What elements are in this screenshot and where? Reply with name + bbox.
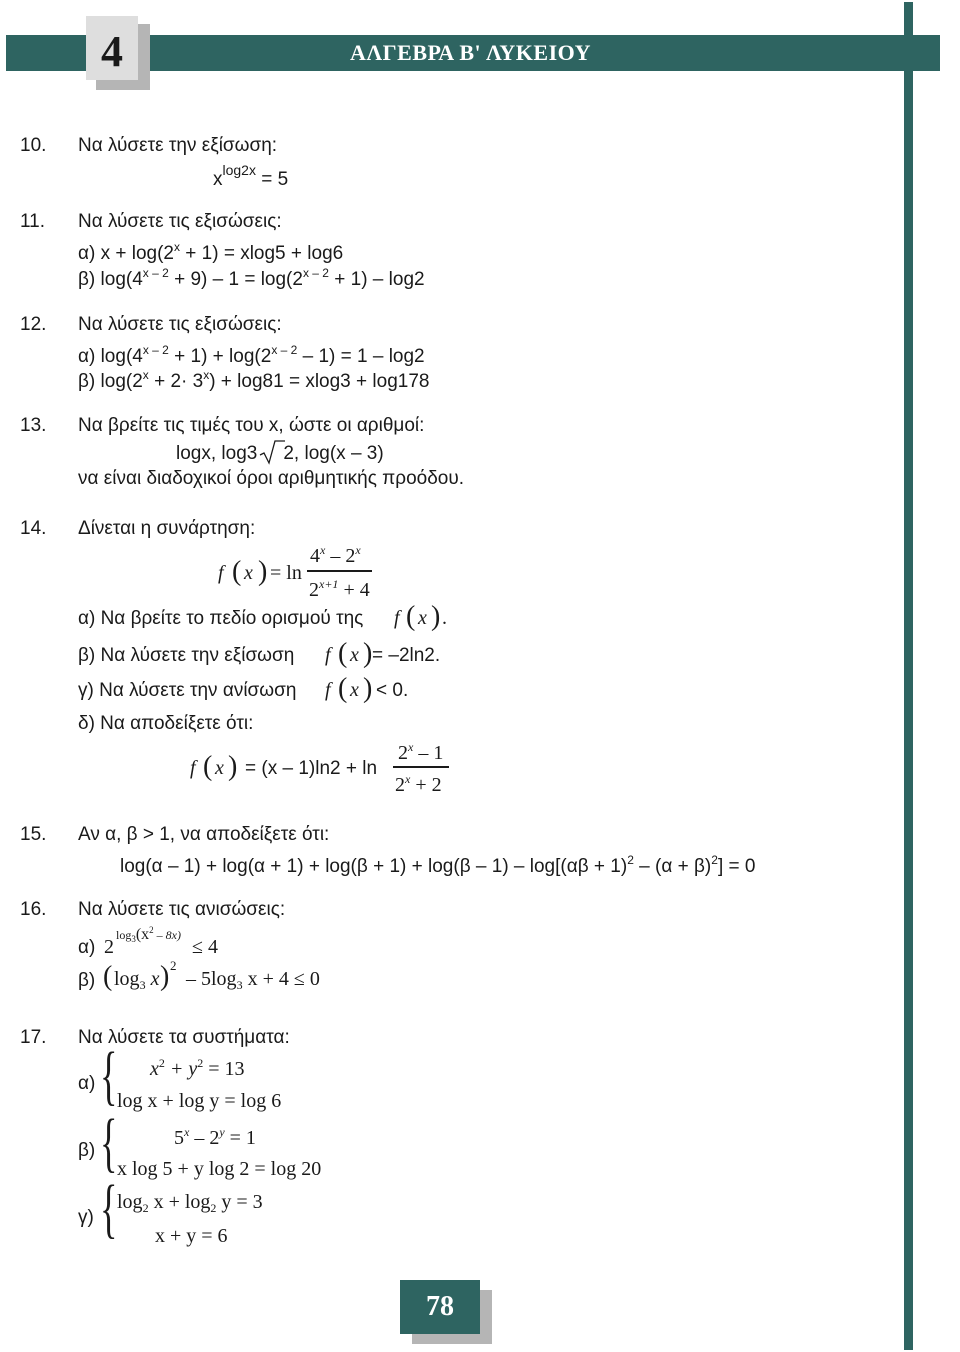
part-b: β) Να λύσετε την εξίσωση xyxy=(78,645,295,666)
fraction-denominator: $2^{x+1} + 4$ xyxy=(309,577,370,601)
part-d: δ) Να αποδείξετε ότι: xyxy=(78,713,254,734)
part-a: α) Να βρείτε το πεδίο ορισμού της xyxy=(78,608,364,629)
equation: $\log(\alpha - 1) + \log(\alpha + 1) + \log(\beta + 1) + \log(\beta - 1) - \log[(\alpha\beta + 1)^2 - (\alpha + \beta)^2] = 0$ xyxy=(120,853,756,877)
fraction-denominator: $2^x + 2$ xyxy=(395,772,442,796)
exercise-prompt: Δίνεται η συνάρτηση: xyxy=(78,518,256,539)
part-c: γ) Να λύσετε την ανίσωση xyxy=(78,680,297,701)
equation-a: α) $\log(4^{x - 2} + 1) + \log(2^{x - 2} - 1) = 1 - \log 2$ xyxy=(78,343,425,367)
exercise-prompt: Να λύσετε την εξίσωση: xyxy=(78,135,278,156)
exercise-prompt: Να λύσετε τις εξισώσεις: xyxy=(78,211,282,232)
header-title: ΑΛΓΕΒΡΑ Β' ΛΥΚΕΙΟΥ xyxy=(350,40,592,65)
exercise-prompt: Αν α, β > 1, να αποδείξετε ότι: xyxy=(78,824,330,845)
equation: $x^{log2x} = 5$ xyxy=(213,162,289,190)
exercise-number: 17. xyxy=(20,1027,47,1048)
system-equation: $\log_2 x + \log_2 y = 3$ xyxy=(117,1191,263,1215)
exercise-number: 15. xyxy=(20,824,47,845)
system-equation: x + y = 6 xyxy=(155,1225,228,1247)
exercise-prompt-continued: να είναι διαδοχικοί όροι αριθμητικής προόδου. xyxy=(78,468,465,489)
exercise-number: 13. xyxy=(20,415,47,436)
system-brace: { xyxy=(100,1106,118,1179)
exercise-prompt: Να λύσετε τα συστήματα: xyxy=(78,1027,290,1048)
fraction-numerator: 4$^x$ – 2$^x$ xyxy=(310,543,361,567)
system-equation: x log 5 + y log 2 = log 20 xyxy=(117,1158,322,1180)
exercise-number: 14. xyxy=(20,518,47,539)
equation-b: β) $\log(2^x + 2\cdot 3^x) + \log 81 = xlog3 + \log 178$ xyxy=(78,368,430,392)
exercise-number: 12. xyxy=(20,314,47,335)
fraction-bar xyxy=(307,570,372,572)
right-border-bar xyxy=(904,2,913,1350)
exercise-prompt: Να λύσετε τις ανισώσεις: xyxy=(78,899,286,920)
equation-b: β) $\log(4^{x - 2} + 9) - 1 = \log(2^{x - 2} + 1) - \log 2$ xyxy=(78,266,425,290)
system-equation: $5^x - 2^y = 1$ xyxy=(174,1125,256,1149)
fraction-bar xyxy=(393,766,449,768)
system-brace: { xyxy=(100,1172,118,1245)
exercise-number: 11. xyxy=(20,211,46,232)
system-brace: { xyxy=(100,1039,118,1112)
system-equation: $x^2 + y^2 = 13$ xyxy=(150,1056,245,1080)
exercise-number: 16. xyxy=(20,899,47,920)
chapter-number: 4 xyxy=(86,16,138,80)
exercise-number: 10. xyxy=(20,135,47,156)
page-number: 78 xyxy=(400,1280,480,1334)
equation-a: α) $x + \log(2^x + 1) = xlog5 + \log 6$ xyxy=(78,240,344,264)
exercise-prompt: Να λύσετε τις εξισώσεις: xyxy=(78,314,282,335)
fraction-numerator: 2$^x$ – 1 xyxy=(398,740,444,764)
system-equation: log x + log y = log 6 xyxy=(117,1090,282,1112)
terms-list: logx, log3 2, log(x – 3) xyxy=(176,443,384,464)
exercise-prompt: Να βρείτε τις τιμές του x, ώστε οι αριθμοί: xyxy=(78,415,425,436)
